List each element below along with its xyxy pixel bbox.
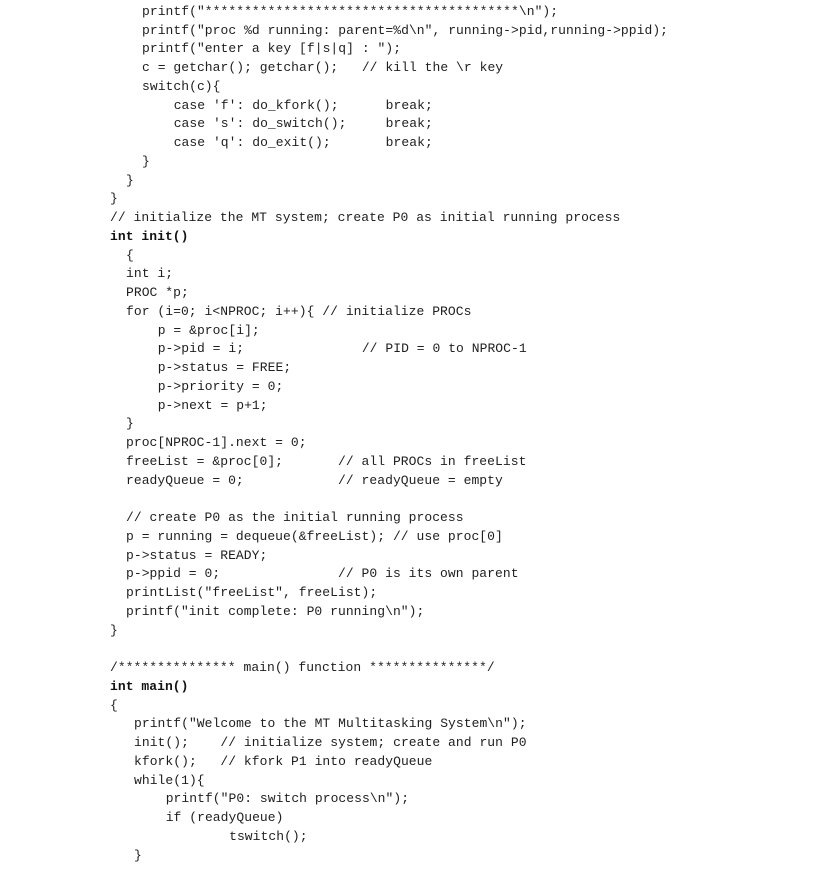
code-line: proc[NPROC-1].next = 0; xyxy=(126,435,307,450)
code-line: kfork(); // kfork P1 into readyQueue xyxy=(134,754,433,769)
code-line: printf("P0: switch process\n"); xyxy=(150,791,410,806)
code-line: } xyxy=(126,416,134,431)
code-line: freeList = &proc[0]; // all PROCs in freeList xyxy=(126,454,527,469)
code-line: case 's': do_switch(); break; xyxy=(158,116,433,131)
code-line: p->next = p+1; xyxy=(142,398,268,413)
code-line: } xyxy=(110,623,118,638)
code-line: p = running = dequeue(&freeList); // use proc[0] xyxy=(126,529,503,544)
code-line: printList("freeList", freeList); xyxy=(126,585,378,600)
code-line: { xyxy=(126,248,134,263)
code-line: for (i=0; i<NPROC; i++){ // initialize PROCs xyxy=(126,304,472,319)
code-line: } xyxy=(110,191,118,206)
code-line: /*************** main() function ***************/ xyxy=(110,660,495,675)
code-line: printf("Welcome to the MT Multitasking System\n"); xyxy=(134,716,527,731)
code-line: switch(c){ xyxy=(142,79,221,94)
code-line: int i; xyxy=(126,266,174,281)
code-line: int init() xyxy=(110,229,189,244)
code-line: // initialize the MT system; create P0 as initial running process xyxy=(110,210,621,225)
code-line: c = getchar(); getchar(); // kill the \r key xyxy=(142,60,504,75)
code-line: case 'f': do_kfork(); break; xyxy=(158,98,433,113)
code-line: } xyxy=(134,848,142,863)
code-line: p->status = READY; xyxy=(126,548,268,563)
code-line: } xyxy=(142,154,150,169)
code-line: printf("****************************************\n"); xyxy=(142,4,559,19)
code-line: printf("init complete: P0 running\n"); xyxy=(126,604,425,619)
code-line: } xyxy=(126,173,134,188)
code-line: { xyxy=(110,698,118,713)
code-line: p = &proc[i]; xyxy=(142,323,260,338)
code-line: init(); // initialize system; create and run P0 xyxy=(134,735,527,750)
code-line: p->status = FREE; xyxy=(142,360,292,375)
code-line: p->pid = i; // PID = 0 to NPROC-1 xyxy=(142,341,527,356)
code-line: // create P0 as the initial running process xyxy=(126,510,464,525)
code-line: p->priority = 0; xyxy=(142,379,284,394)
code-line: int main() xyxy=(110,679,189,694)
code-line: printf("proc %d running: parent=%d\n", running->pid,running->ppid); xyxy=(142,23,669,38)
code-line: if (readyQueue) xyxy=(150,810,284,825)
code-line: case 'q': do_exit(); break; xyxy=(158,135,433,150)
code-line: printf("enter a key [f|s|q] : "); xyxy=(142,41,402,56)
code-line: p->ppid = 0; // P0 is its own parent xyxy=(126,566,519,581)
code-line: readyQueue = 0; // readyQueue = empty xyxy=(126,473,503,488)
code-line: PROC *p; xyxy=(126,285,189,300)
code-line: tswitch(); xyxy=(182,829,308,844)
code-line: while(1){ xyxy=(134,773,205,788)
